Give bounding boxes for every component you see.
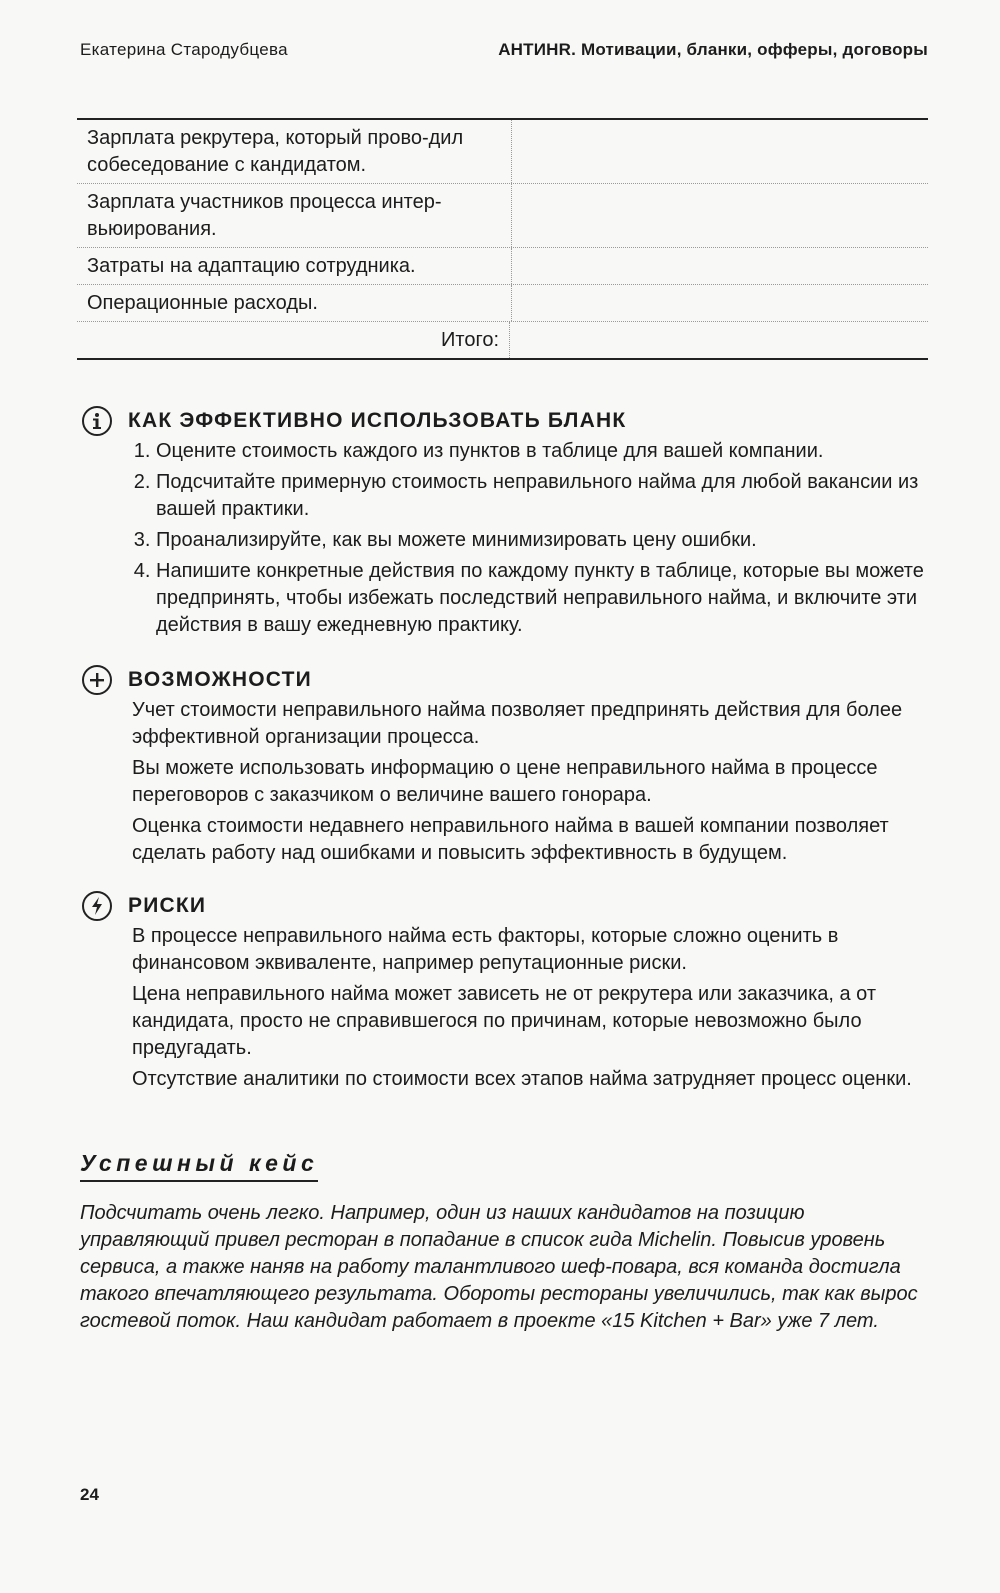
instructions-list — [132, 438, 928, 639]
author-name: Екатерина Стародубцева — [80, 40, 288, 59]
row-value-cell — [512, 285, 928, 321]
paragraph: Учет стоимости неправильного найма позволяет предпринять действия для более эффективной организации процесса. — [132, 699, 903, 748]
list-item: 4. Напишите конкретные действия по каждому пункту в таблице, которые вы можете предпринять, чтобы избежать последствий неправильного найма, и включите эти действия в вашу ежедневную практику. — [156, 558, 928, 639]
section-title: ВОЗМОЖНОСТИ — [128, 668, 312, 691]
paragraph: Отсутствие аналитики по стоимости всех этапов найма затрудняет процесс оценки. — [132, 1068, 912, 1090]
case-text: Подсчитать очень легко. Например, один из наших кандидатов на позицию управляющий привел ресторан в попадание в список гида Michelin. Повысив уровень сервиса, а также наняв на работу талантливого шеф-повара, вся команда достигла такого впечатляющего результата. Обороты рестораны увеличились, так как вырос гостевой поток. Наш кандидат работает в проекте «15 Kitchen + Bar» уже 7 лет. — [80, 1202, 918, 1332]
row-label: Затраты на адаптацию сотрудника. — [77, 248, 512, 284]
lightning-icon — [82, 891, 112, 921]
opportunities-section — [82, 663, 928, 871]
row-value-cell — [512, 120, 928, 183]
table-row — [77, 120, 928, 184]
total-value-cell — [510, 322, 928, 358]
paragraph: Вы можете использовать информацию о цене неправильного найма в процессе переговоров с заказчиком о величине вашего гонорара. — [132, 757, 878, 806]
case-title: Успешный кейс — [80, 1150, 318, 1182]
info-icon — [82, 406, 112, 436]
list-item: 1. Оцените стоимость каждого из пунктов в таблице для вашей компании. — [156, 438, 928, 465]
row-label: Зарплата участников процесса интер-вьюирования. — [77, 184, 512, 247]
table-total-row — [77, 322, 928, 358]
table-row — [77, 184, 928, 248]
list-item: 3. Проанализируйте, как вы можете минимизировать цену ошибки. — [156, 527, 928, 554]
row-label: Зарплата рекрутера, который прово-дил собеседование с кандидатом. — [77, 120, 512, 183]
section-body — [132, 697, 928, 867]
section-title: КАК ЭФФЕКТИВНО ИСПОЛЬЗОВАТЬ БЛАНК — [128, 409, 627, 432]
row-label: Операционные расходы. — [77, 285, 512, 321]
page-number: 24 — [80, 1485, 99, 1504]
section-heading — [82, 663, 928, 697]
section-heading — [82, 404, 928, 438]
paragraph: В процессе неправильного найма есть факторы, которые сложно оценить в финансовом эквиваленте, например репутационные риски. — [132, 925, 839, 974]
paragraph: Цена неправильного найма может зависеть не от рекрутера или заказчика, а от кандидата, просто не справившегося по причинам, которые невозможно было предугадать. — [132, 983, 877, 1059]
book-title: АНТИНR. Мотивации, бланки, офферы, договоры — [498, 40, 928, 59]
paragraph: Оценка стоимости недавнего неправильного найма в вашей компании позволяет сделать работу над ошибками и повысить эффективность в будущем. — [132, 815, 889, 864]
risks-section — [82, 889, 928, 1097]
total-label: Итого: — [77, 322, 510, 358]
cost-table — [77, 118, 928, 360]
how-to-section — [82, 404, 928, 643]
page-header — [80, 40, 928, 68]
row-value-cell — [512, 184, 928, 247]
section-title: РИСКИ — [128, 894, 207, 917]
section-body — [132, 923, 928, 1093]
list-item: 2. Подсчитайте примерную стоимость неправильного найма для любой вакансии из вашей практики. — [156, 469, 928, 523]
plus-icon — [82, 665, 112, 695]
row-value-cell — [512, 248, 928, 284]
section-body — [132, 438, 928, 639]
table-row — [77, 285, 928, 322]
section-heading — [82, 889, 928, 923]
table-row — [77, 248, 928, 285]
